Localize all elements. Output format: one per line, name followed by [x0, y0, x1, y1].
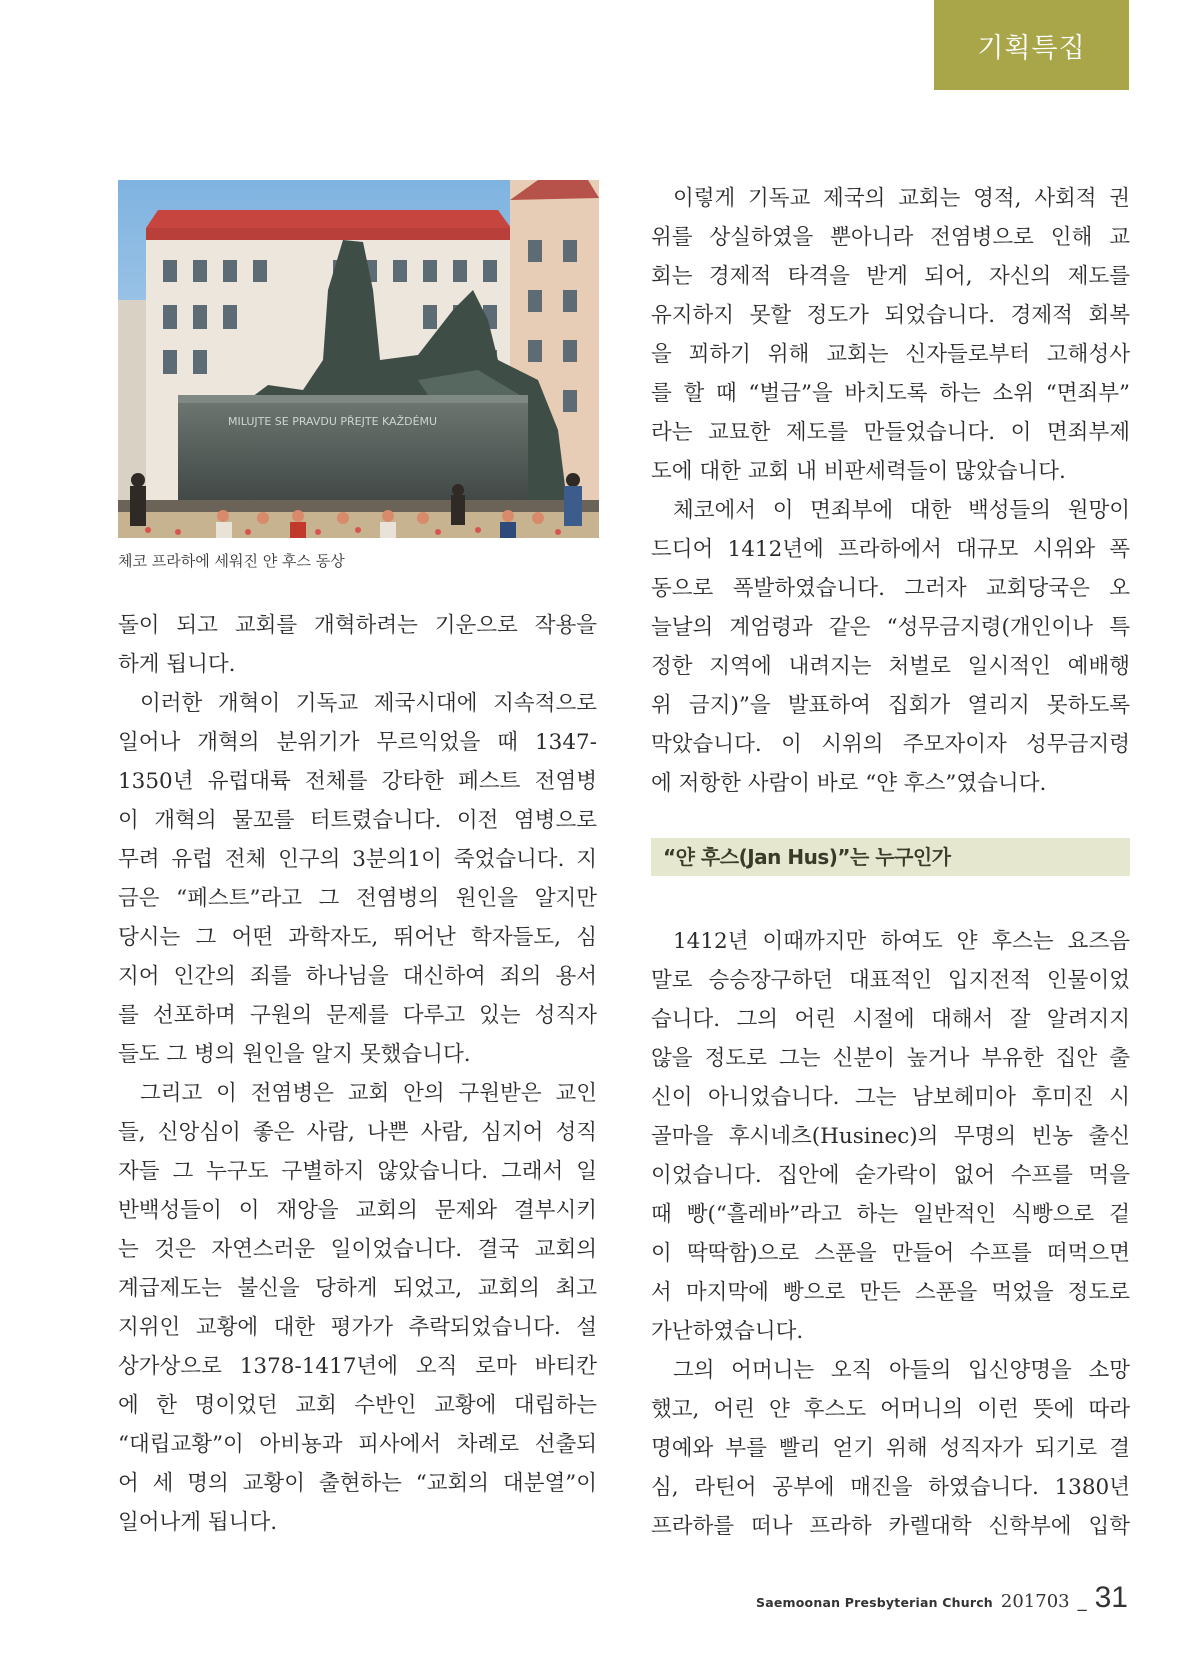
text-line: 지위인 교황에 대한 평가가 추락되었습니다. 설: [118, 1315, 597, 1340]
text-line: 명예와 부를 빨리 얻기 위해 성직자가 되기로 결: [651, 1436, 1130, 1461]
text-line: 계급제도는 불신을 당하게 되었고, 교회의 최고: [118, 1276, 597, 1301]
text-line: 상가상으로 1378-1417년에 오직 로마 바티칸: [118, 1354, 597, 1379]
jan-hus-monument-image: [118, 180, 599, 538]
text-line: 그리고 이 전염병은 교회 안의 구원받은 교인: [140, 1081, 597, 1106]
text-line: 일어나게 됩니다.: [118, 1510, 278, 1535]
text-line: 골마을 후시네츠(Husinec)의 무명의 빈농 출신: [651, 1124, 1130, 1149]
text-line: 들도 그 병의 원인을 알지 못했습니다.: [118, 1042, 471, 1067]
text-line: 심, 라틴어 공부에 매진을 하였습니다. 1380년: [651, 1475, 1130, 1500]
text-line: 했고, 어린 얀 후스도 어머니의 이런 뜻에 따라: [651, 1397, 1130, 1422]
right-column-bottom: [651, 922, 1130, 1546]
page-footer: [756, 1581, 1128, 1615]
text-line: 위 금지)”을 발표하여 집회가 열리지 못하도록: [651, 693, 1130, 718]
text-line: 을 꾀하기 위해 교회는 신자들로부터 고해성사: [651, 342, 1130, 367]
text-line: 반백성들이 이 재앙을 교회의 문제와 결부시키: [118, 1198, 597, 1223]
photo-caption: 체코 프라하에 세워진 얀 후스 동상: [118, 552, 345, 570]
text-line: 무려 유럽 전체 인구의 3분의1이 죽었습니다. 지: [118, 847, 597, 872]
text-line: 당시는 그 어떤 과학자도, 뛰어난 학자들도, 심: [118, 925, 597, 950]
right-column-top: [651, 179, 1130, 803]
text-line: 1350년 유럽대륙 전체를 강타한 페스트 전염병: [118, 769, 597, 794]
text-line: 는 것은 자연스러운 일이었습니다. 결국 교회의: [118, 1237, 597, 1262]
paragraph: [118, 1074, 597, 1542]
section-heading: “얀 후스(Jan Hus)”는 누구인가: [651, 838, 1130, 876]
pedestal-inscription: MILUJTE SE PRAVDU PŘEJTE KAŽDÉMU: [228, 415, 438, 428]
text-line: 들, 신앙심이 좋은 사람, 나쁜 사람, 심지어 성직: [118, 1120, 597, 1145]
text-line: 가난하였습니다.: [651, 1319, 804, 1344]
text-line: 위를 상실하였을 뿐아니라 전염병으로 인해 교: [651, 225, 1130, 250]
paragraph: [651, 1351, 1130, 1546]
text-line: 자들 그 누구도 구별하지 않았습니다. 그래서 일: [118, 1159, 597, 1184]
text-line: 를 선포하며 구원의 문제를 다루고 있는 성직자: [118, 1003, 597, 1028]
page-number: 31: [1094, 1581, 1128, 1614]
text-line: 이었습니다. 집안에 숟가락이 없어 수프를 먹을: [651, 1163, 1130, 1188]
text-line: 프라하를 떠나 프라하 카렐대학 신학부에 입학: [651, 1514, 1130, 1539]
text-line: 에 한 명이었던 교회 수반인 교황에 대립하는: [118, 1393, 597, 1418]
paragraph: [118, 606, 597, 684]
text-line: 정한 지역에 내려지는 처벌로 일시적인 예배행: [651, 654, 1130, 679]
paragraph: [118, 684, 597, 1074]
text-line: 에 저항한 사람이 바로 “얀 후스”였습니다.: [651, 771, 1047, 796]
text-line: 막았습니다. 이 시위의 주모자이자 성무금지령: [651, 732, 1130, 757]
text-line: 그의 어머니는 오직 아들의 입신양명을 소망: [673, 1358, 1130, 1383]
text-line: 돌이 되고 교회를 개혁하려는 기운으로 작용을: [118, 613, 597, 638]
text-line: 동으로 폭발하였습니다. 그러자 교회당국은 오: [651, 576, 1130, 601]
text-line: 이 개혁의 물꼬를 터트렸습니다. 이전 염병으로: [118, 808, 597, 833]
text-line: 이 딱딱함)으로 스푼을 만들어 수프를 떠먹으면: [651, 1241, 1130, 1266]
text-line: 라는 교묘한 제도를 만들었습니다. 이 면죄부제: [651, 420, 1130, 445]
text-line: 말로 승승장구하던 대표적인 입지전적 인물이었: [651, 968, 1130, 993]
section-tab: 기획특집: [934, 0, 1129, 90]
text-line: 습니다. 그의 어린 시절에 대해서 잘 알려지지: [651, 1007, 1130, 1032]
paragraph: [651, 491, 1130, 803]
text-line: 1412년 이때까지만 하여도 얀 후스는 요즈음: [673, 929, 1130, 954]
text-line: 도에 대한 교회 내 비판세력들이 많았습니다.: [651, 459, 1066, 484]
text-line: 를 할 때 “벌금”을 바치도록 하는 소위 “면죄부”: [651, 381, 1130, 406]
text-line: 않을 정도로 그는 신분이 높거나 부유한 집안 출: [651, 1046, 1130, 1071]
text-line: 이러한 개혁이 기독교 제국시대에 지속적으로: [140, 691, 597, 716]
statue-photo: [118, 180, 599, 538]
paragraph: [651, 922, 1130, 1351]
text-line: 서 마지막에 빵으로 만든 스푼을 먹었을 정도로: [651, 1280, 1130, 1305]
text-line: 드디어 1412년에 프라하에서 대규모 시위와 폭: [651, 537, 1130, 562]
text-line: “대립교황”이 아비뇽과 피사에서 차례로 선출되: [118, 1432, 597, 1457]
text-line: 하게 됩니다.: [118, 652, 236, 677]
text-line: 지어 인간의 죄를 하나님을 대신하여 죄의 용서: [118, 964, 597, 989]
text-line: 신이 아니었습니다. 그는 남보헤미아 후미진 시: [651, 1085, 1130, 1110]
text-line: 때 빵(“흘레바”라고 하는 일반적인 식빵으로 겉: [651, 1202, 1130, 1227]
footer-separator: _: [1077, 1591, 1087, 1612]
text-line: 어 세 명의 교황이 출현하는 “교회의 대분열”이: [118, 1471, 597, 1496]
left-column: [118, 606, 597, 1542]
text-line: 금은 “페스트”라고 그 전염병의 원인을 알지만: [118, 886, 597, 911]
text-line: 일어나 개혁의 분위기가 무르익었을 때 1347-: [118, 730, 597, 755]
text-line: 체코에서 이 면죄부에 대한 백성들의 원망이: [673, 498, 1130, 523]
issue-number: 201703: [1000, 1591, 1070, 1612]
paragraph: [651, 179, 1130, 491]
church-name: Saemoonan Presbyterian Church: [756, 1595, 993, 1610]
text-line: 회는 경제적 타격을 받게 되어, 자신의 제도를: [651, 264, 1130, 289]
text-line: 이렇게 기독교 제국의 교회는 영적, 사회적 권: [673, 186, 1130, 211]
text-line: 유지하지 못할 정도가 되었습니다. 경제적 회복: [651, 303, 1130, 328]
text-line: 늘날의 계엄령과 같은 “성무금지령(개인이나 특: [651, 615, 1130, 640]
